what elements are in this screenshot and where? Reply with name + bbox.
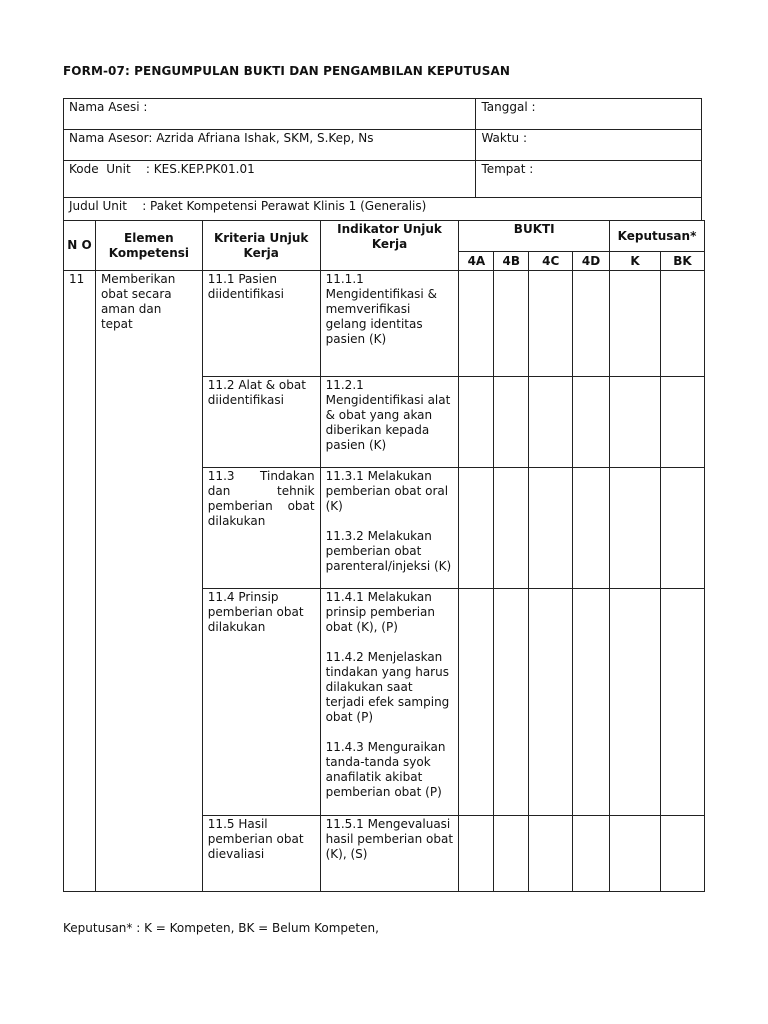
elemen-kompetensi: Memberikan obat secara aman dan tepat	[95, 271, 202, 892]
bukti-4a-cell	[459, 816, 494, 892]
keputusan-k-cell	[610, 377, 661, 468]
header-no: N O	[64, 221, 96, 271]
bukti-4a-cell	[459, 271, 494, 377]
bukti-4a-cell	[459, 589, 494, 816]
bukti-4c-cell	[529, 589, 573, 816]
header-4a: 4A	[459, 252, 494, 271]
indikator-item: 11.3.1 Melakukan pemberian obat oral (K)	[325, 469, 449, 513]
bukti-4a-cell	[459, 468, 494, 589]
keputusan-k-cell	[610, 271, 661, 377]
indikator-item: 11.4.3 Menguraikan tanda-tanda syok anafilatik akibat pemberian obat (P)	[325, 740, 446, 799]
header-kriteria: Kriteria Unjuk Kerja	[202, 221, 320, 271]
bukti-4d-cell	[573, 816, 610, 892]
kriteria-cell: 11.1 Pasien diidentifikasi	[202, 271, 320, 377]
header-indikator: Indikator Unjuk Kerja	[320, 221, 459, 271]
bukti-4c-cell	[529, 377, 573, 468]
kode-unit-field: Kode Unit : KES.KEP.PK01.01	[64, 161, 476, 198]
tanggal-field: Tanggal :	[476, 99, 702, 130]
header-4b: 4B	[494, 252, 529, 271]
bukti-4c-cell	[529, 271, 573, 377]
info-table	[63, 98, 702, 221]
bukti-4b-cell	[494, 377, 529, 468]
bukti-4a-cell	[459, 377, 494, 468]
keputusan-bk-cell	[660, 589, 704, 816]
keputusan-bk-cell	[660, 816, 704, 892]
bukti-4c-cell	[529, 468, 573, 589]
bukti-4d-cell	[573, 271, 610, 377]
indikator-cell	[320, 468, 459, 589]
judul-unit-field: Judul Unit : Paket Kompetensi Perawat Klinis 1 (Generalis)	[64, 198, 702, 222]
assessment-table	[63, 220, 705, 892]
form-title: FORM-07: PENGUMPULAN BUKTI DAN PENGAMBILAN KEPUTUSAN	[63, 64, 511, 78]
waktu-field: Waktu :	[476, 130, 702, 161]
bukti-4d-cell	[573, 589, 610, 816]
keputusan-k-cell	[610, 816, 661, 892]
kriteria-cell: 11.4 Prinsip pemberian obat dilakukan	[202, 589, 320, 816]
keputusan-bk-cell	[660, 271, 704, 377]
keputusan-k-cell	[610, 468, 661, 589]
keputusan-bk-cell	[660, 468, 704, 589]
indikator-item: 11.3.2 Melakukan pemberian obat parenteral/injeksi (K)	[325, 529, 452, 573]
bukti-4b-cell	[494, 271, 529, 377]
kriteria-cell: 11.5 Hasil pemberian obat dievaliasi	[202, 816, 320, 892]
indikator-item: 11.4.2 Menjelaskan tindakan yang harus dilakukan saat terjadi efek samping obat (P)	[325, 650, 450, 724]
header-k: K	[610, 252, 661, 271]
keputusan-k-cell	[610, 589, 661, 816]
bukti-4c-cell	[529, 816, 573, 892]
header-4d: 4D	[573, 252, 610, 271]
header-4c: 4C	[529, 252, 573, 271]
bukti-4b-cell	[494, 468, 529, 589]
header-elemen: Elemen Kompetensi	[95, 221, 202, 271]
header-bukti: BUKTI	[459, 221, 610, 252]
indikator-item: 11.4.1 Melakukan prinsip pemberian obat (K), (P)	[325, 590, 436, 634]
bukti-4d-cell	[573, 468, 610, 589]
row-number: 11	[64, 271, 96, 892]
bukti-4b-cell	[494, 816, 529, 892]
indikator-cell: 11.1.1 Mengidentifikasi & memverifikasi gelang identitas pasien (K)	[320, 271, 459, 377]
bukti-4b-cell	[494, 589, 529, 816]
keputusan-bk-cell	[660, 377, 704, 468]
indikator-cell	[320, 589, 459, 816]
indikator-cell: 11.5.1 Mengevaluasi hasil pemberian obat (K), (S)	[320, 816, 459, 892]
header-keputusan: Keputusan*	[610, 221, 705, 252]
nama-asesi-field: Nama Asesi :	[64, 99, 476, 130]
footnote: Keputusan* : K = Kompeten, BK = Belum Kompeten,	[63, 921, 379, 935]
header-bk: BK	[660, 252, 704, 271]
kriteria-cell: 11.3 Tindakan dan tehnik pemberian obat dilakukan	[202, 468, 320, 589]
kriteria-cell: 11.2 Alat & obat diidentifikasi	[202, 377, 320, 468]
table-row	[64, 271, 705, 377]
tempat-field: Tempat :	[476, 161, 702, 198]
indikator-cell: 11.2.1 Mengidentifikasi alat & obat yang akan diberikan kepada pasien (K)	[320, 377, 459, 468]
bukti-4d-cell	[573, 377, 610, 468]
nama-asesor-field: Nama Asesor: Azrida Afriana Ishak, SKM, S.Kep, Ns	[64, 130, 476, 161]
